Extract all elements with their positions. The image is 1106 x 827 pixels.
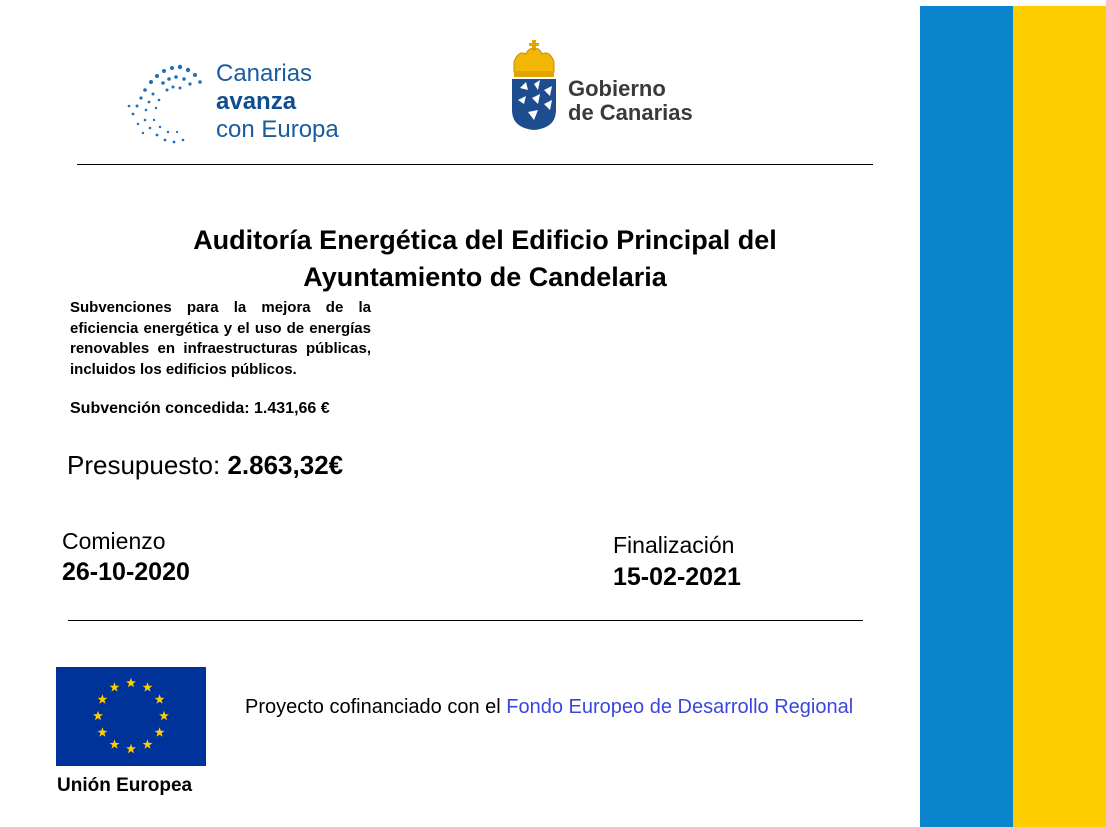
logo-line-con-europa: con Europa — [216, 116, 339, 143]
eu-star-icon — [126, 744, 136, 753]
bottom-divider — [68, 620, 863, 621]
eu-star-icon — [126, 678, 136, 687]
title-line-1: Auditoría Energética del Edificio Principal del — [193, 225, 777, 255]
eu-star-icon — [93, 711, 103, 720]
eu-star-icon — [155, 694, 165, 703]
grant-amount: Subvención concedida: 1.431,66 € — [70, 400, 330, 417]
eu-flag-icon — [56, 667, 206, 766]
budget — [67, 450, 343, 481]
eu-star-icon — [97, 694, 107, 703]
canarias-avanza-logo — [125, 60, 365, 155]
radial-dots-icon — [125, 62, 207, 146]
title-line-2: Ayuntamiento de Candelaria — [303, 262, 667, 292]
coat-of-arms-icon — [508, 40, 562, 132]
eu-stars — [56, 667, 206, 766]
fund-name-link[interactable]: Fondo Europeo de Desarrollo Regional — [506, 696, 854, 718]
eu-star-icon — [143, 739, 153, 748]
end-label: Finalización — [613, 532, 735, 558]
end-date: 15-02-2021 — [613, 563, 741, 591]
eu-star-icon — [143, 682, 153, 691]
gobierno-canarias-text — [568, 77, 693, 125]
logo-line-de-canarias: de Canarias — [568, 100, 693, 125]
gobierno-canarias-logo — [508, 40, 718, 132]
top-divider — [77, 164, 873, 165]
eu-star-icon — [155, 727, 165, 736]
budget-label: Presupuesto: — [67, 450, 221, 480]
canarias-avanza-text — [216, 60, 339, 144]
project-description: Subvenciones para la mejora de la eficiencia energética y el uso de energías renovables en infraestructuras públicas, incluidos los edificios públicos. — [70, 299, 371, 378]
project-title — [100, 222, 870, 296]
start-date: 26-10-2020 — [62, 558, 190, 586]
eu-star-icon — [97, 727, 107, 736]
logo-line-gobierno: Gobierno — [568, 76, 666, 101]
flag-stripe-blue — [920, 6, 1013, 827]
eu-star-icon — [159, 711, 169, 720]
eu-label: Unión Europea — [57, 775, 193, 796]
logo-line-canarias: Canarias — [216, 60, 313, 87]
start-label: Comienzo — [62, 528, 166, 554]
flag-stripe-yellow — [1013, 6, 1106, 827]
eu-star-icon — [110, 682, 120, 691]
logo-line-avanza: avanza — [216, 88, 297, 115]
budget-value: 2.863,32€ — [227, 450, 344, 480]
cofinance-prefix: Proyecto cofinanciado con el — [245, 696, 501, 718]
cofinance-text — [245, 696, 853, 719]
eu-star-icon — [110, 739, 120, 748]
